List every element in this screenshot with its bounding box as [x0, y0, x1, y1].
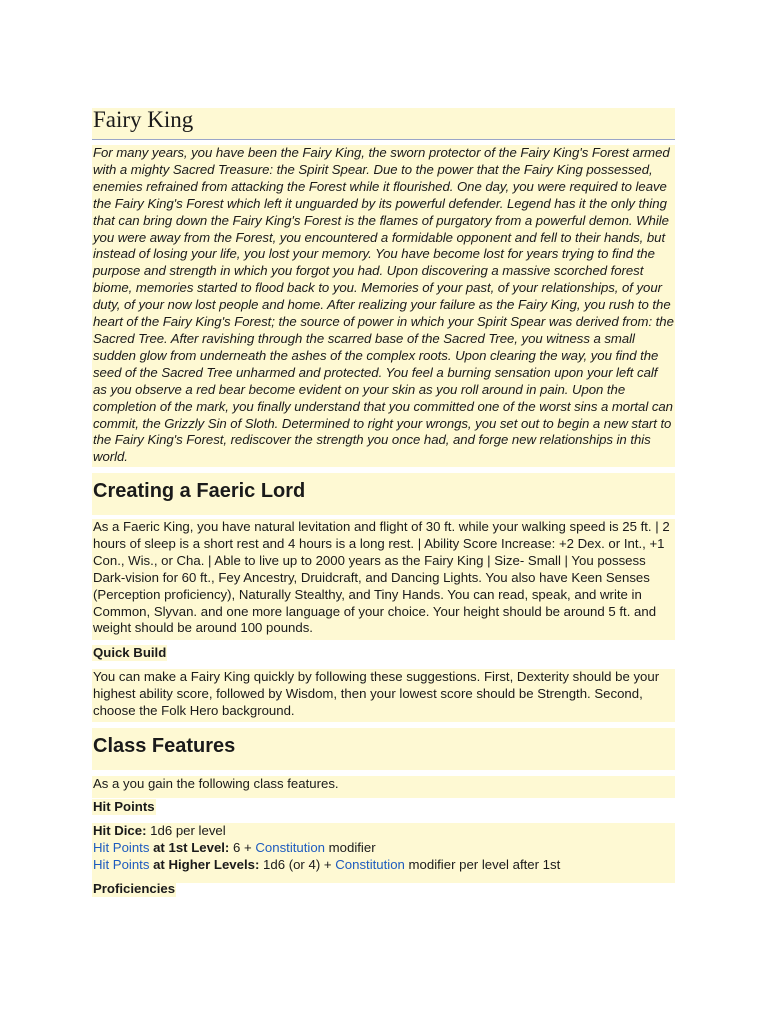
higher-level-row [93, 857, 674, 874]
constitution-link-2[interactable]: Constitution [335, 856, 405, 872]
hit-dice-row [93, 823, 674, 840]
quick-build-heading: Quick Build [93, 645, 167, 660]
class-features-heading: Class Features [93, 735, 236, 757]
intro-paragraph: For many years, you have been the Fairy King, the sworn protector of the Fairy King's Forest armed with a mighty Sacred Treasure: the Spirit Spear. Due to the power that the Fairy King possessed, enemies refrained from attacking the Forest while it flourished. One day, you were required to leave the Fairy King's Forest which left it unguarded by its powerful defender. Legend has it the only thing that can bring down the Fairy King's Forest is the flames of purgatory from a powerful demon. While you were away from the Forest, you encountered a formidable opponent and fell to their hands, but instead of losing your life, you lost your memory. You have become lost for years trying to find the purpose and strength in which you forgot you had. Upon discovering a massive scorched forest biome, memories started to flood back to you. Memories of your past, of your relationships, of your duty, of your now lost people and home. After realizing your failure as the Fairy King, you rush to the heart of the Fairy King's Forest; the source of power in which your Spirit Spear was derived from: the Sacred Tree. After ravishing through the scarred base of the Sacred Tree, you witness a small sudden glow from underneath the ashes of the complex roots. Upon clearing the way, you find the seed of the Sacred Tree unharmed and protected. You feel a burning sensation upon your left calf as you observe a red bear become evident on your skin as you roll around in pain. Upon the completion of the mark, you finally understand that you committed one of the worst sins a mortal can commit, the Grizzly Sin of Sloth. Determined to right your wrongs, you set out to begin a new start to the Fairy King's Forest, rediscover the strength you once had, and forge new relationships in this world. [93, 145, 674, 465]
first-level-label: at 1st Level: [149, 839, 230, 855]
hit-points-link-2[interactable]: Hit Points [93, 856, 150, 872]
hit-points-heading: Hit Points [93, 799, 155, 814]
creating-heading-block [92, 473, 675, 515]
page-title: Fairy King [93, 107, 194, 132]
hit-points-details [92, 823, 675, 874]
quick-build-paragraph: You can make a Fairy King quickly by following these suggestions. First, Dexterity should be your highest ability score, followed by Wisdom, then your lowest score should be Strength. Second, choose the Folk Hero background. [93, 669, 660, 718]
higher-level-label: at Higher Levels: [149, 856, 260, 872]
hit-points-link[interactable]: Hit Points [93, 839, 150, 855]
proficiencies-heading: Proficiencies [93, 881, 176, 896]
constitution-link[interactable]: Constitution [255, 839, 326, 855]
creating-block [92, 519, 675, 640]
first-level-value: 6 + [229, 839, 256, 855]
class-features-paragraph: As a you gain the following class features. [93, 776, 339, 791]
hit-points-block [92, 823, 675, 883]
first-level-row [93, 840, 674, 857]
title-block [92, 108, 675, 140]
first-level-modifier: modifier [325, 839, 376, 855]
hit-dice-value: 1d6 per level [146, 823, 226, 838]
higher-level-value: 1d6 (or 4) + [259, 856, 336, 872]
quick-build-block [92, 669, 675, 722]
class-features-heading-block [92, 728, 675, 770]
intro-block [92, 145, 675, 467]
class-features-block [92, 776, 675, 798]
creating-paragraph: As a Faeric King, you have natural levitation and flight of 30 ft. while your walking speed is 25 ft. | 2 hours of sleep is a short rest and 4 hours is a long rest. | Ability Score Increase: +2 Dex. or Int., +1 Con., Wis., or Cha. | Able to live up to 2000 years as the Fairy King | Size- Small | You possess Dark-vision for 60 ft., Fey Ancestry, Druidcraft, and Dancing Lights. You also have Keen Senses (Perception proficiency), Naturally Stealthy, and Tiny Hands. You can read, speak, and write in Common, Slyvan. and one more language of your choice. Your height should be around 5 ft. and weight should be around 100 pounds. [93, 519, 670, 636]
hit-dice-label: Hit Dice: [93, 823, 147, 838]
higher-level-suffix: modifier per level after 1st [404, 856, 561, 872]
creating-heading: Creating a Faeric Lord [93, 480, 306, 502]
